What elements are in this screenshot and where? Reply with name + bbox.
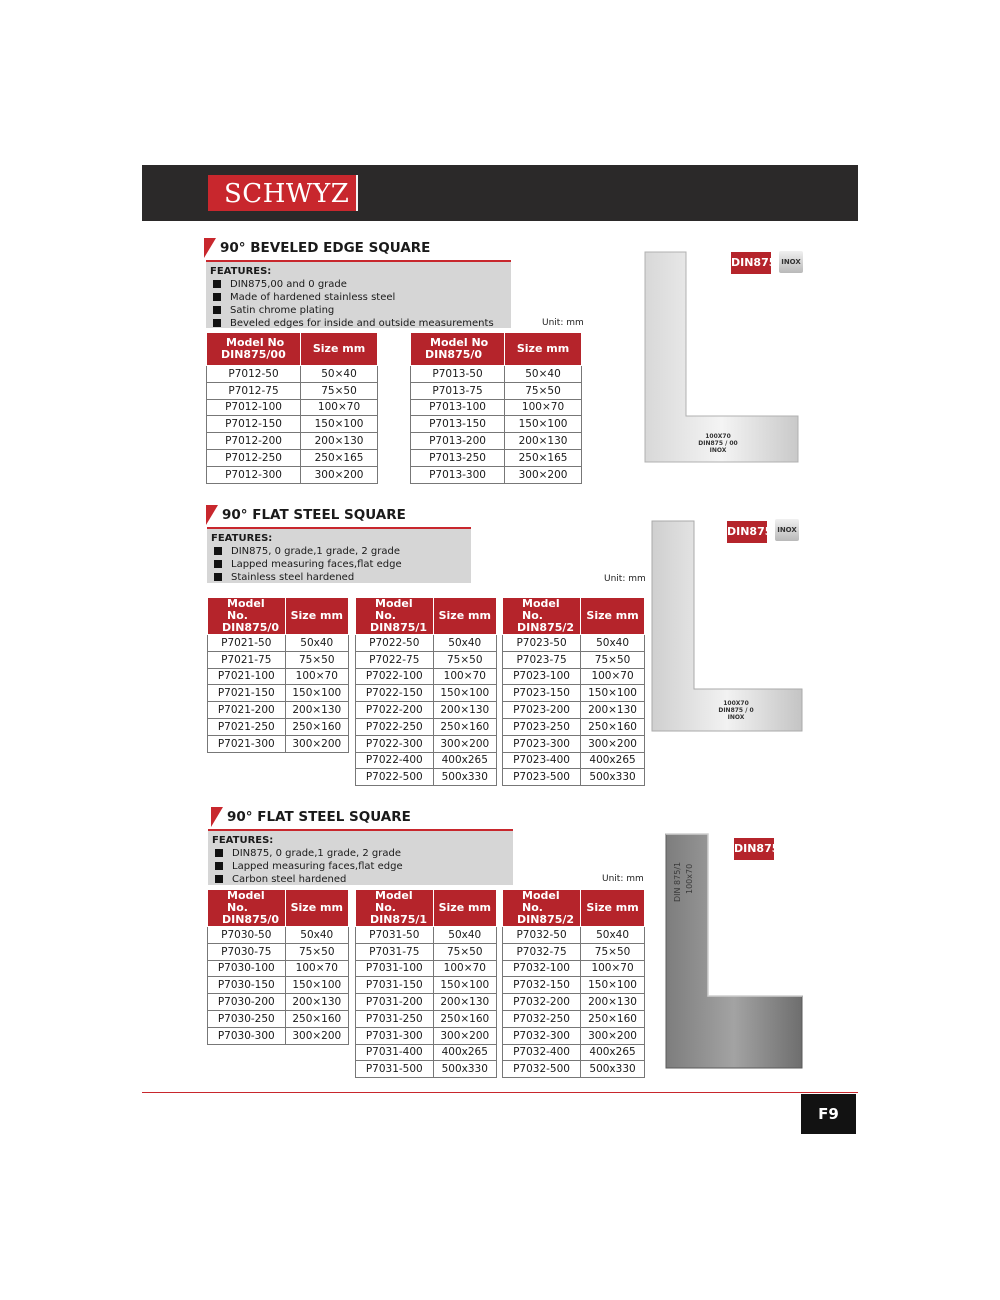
model-number-cell: P7021-100 bbox=[208, 668, 286, 685]
table-row bbox=[208, 651, 349, 668]
section-title bbox=[222, 507, 406, 523]
table-row bbox=[356, 752, 497, 769]
header-line: DIN875/00 bbox=[221, 348, 286, 361]
model-number-cell: P7030-100 bbox=[208, 960, 286, 977]
feature-item: Beveled edges for inside and outside measurements bbox=[210, 317, 507, 330]
feature-item: DIN875, 0 grade,1 grade, 2 grade bbox=[212, 847, 509, 860]
size-cell: 250×165 bbox=[301, 449, 378, 466]
flat-square-image bbox=[648, 517, 808, 737]
size-cell: 150×100 bbox=[581, 977, 645, 994]
image-engraving: DIN875 / 0 bbox=[718, 707, 754, 714]
column-header-size: Size mm bbox=[581, 890, 645, 927]
table-row bbox=[207, 449, 378, 466]
model-number-cell: P7021-200 bbox=[208, 702, 286, 719]
model-number-cell: P7013-200 bbox=[411, 433, 505, 450]
column-header-size: Size mm bbox=[301, 333, 378, 366]
size-cell: 300×200 bbox=[285, 735, 348, 752]
beveled-square-image bbox=[640, 248, 805, 468]
model-number-cell: P7030-200 bbox=[208, 994, 286, 1011]
table-row bbox=[503, 1061, 645, 1078]
square-bullet-icon bbox=[213, 306, 221, 314]
size-cell: 100×70 bbox=[505, 399, 582, 416]
feature-item: Lapped measuring faces,flat edge bbox=[211, 558, 467, 571]
model-number-cell: P7030-300 bbox=[208, 1027, 286, 1044]
model-number-cell: P7023-200 bbox=[503, 702, 581, 719]
model-number-cell: P7032-400 bbox=[503, 1044, 581, 1061]
model-number-cell: P7022-150 bbox=[356, 685, 434, 702]
table-header-row bbox=[208, 890, 349, 927]
table-row bbox=[208, 718, 349, 735]
size-cell: 75×50 bbox=[301, 382, 378, 399]
table-row bbox=[208, 668, 349, 685]
features-heading: FEATURES: bbox=[210, 266, 272, 277]
spec-table bbox=[502, 597, 645, 786]
size-cell: 100×70 bbox=[581, 668, 645, 685]
header-line: Model No bbox=[226, 336, 285, 349]
size-cell: 250×160 bbox=[433, 718, 496, 735]
model-number-cell: P7032-150 bbox=[503, 977, 581, 994]
table-row bbox=[356, 960, 497, 977]
table-header-row bbox=[208, 598, 349, 635]
size-cell: 150×100 bbox=[505, 416, 582, 433]
carbon-square-image bbox=[660, 830, 810, 1075]
table-row bbox=[207, 466, 378, 483]
spec-table bbox=[206, 332, 378, 484]
header-line: DIN875/1 bbox=[370, 621, 428, 634]
column-header-size: Size mm bbox=[581, 598, 645, 635]
feature-item: DIN875, 0 grade,1 grade, 2 grade bbox=[211, 545, 467, 558]
size-cell: 400x265 bbox=[433, 1044, 496, 1061]
table-row bbox=[503, 1010, 645, 1027]
model-number-cell: P7032-50 bbox=[503, 927, 581, 944]
size-cell: 200×130 bbox=[433, 702, 496, 719]
din875-badge: DIN875 bbox=[727, 521, 767, 543]
size-cell: 75×50 bbox=[285, 943, 348, 960]
section-title-text: 90° BEVELED EDGE SQUARE bbox=[220, 240, 431, 256]
size-cell: 50×40 bbox=[505, 366, 582, 383]
column-header-size: Size mm bbox=[285, 890, 348, 927]
size-cell: 200×130 bbox=[581, 702, 645, 719]
square-bullet-icon bbox=[214, 573, 222, 581]
header-line: DIN875/2 bbox=[517, 621, 575, 634]
table-row bbox=[411, 466, 582, 483]
column-header-model bbox=[503, 598, 581, 635]
table-row bbox=[356, 1044, 497, 1061]
model-number-cell: P7031-400 bbox=[356, 1044, 434, 1061]
table-row bbox=[356, 651, 497, 668]
table-row bbox=[411, 433, 582, 450]
features-heading: FEATURES: bbox=[212, 835, 274, 846]
model-number-cell: P7022-250 bbox=[356, 718, 434, 735]
model-number-cell: P7021-150 bbox=[208, 685, 286, 702]
footer-rule bbox=[142, 1092, 858, 1093]
model-number-cell: P7012-300 bbox=[207, 466, 301, 483]
model-number-cell: P7012-200 bbox=[207, 433, 301, 450]
size-cell: 100×70 bbox=[581, 960, 645, 977]
table-row bbox=[411, 399, 582, 416]
size-cell: 75×50 bbox=[433, 651, 496, 668]
table-row bbox=[207, 433, 378, 450]
table-row bbox=[356, 685, 497, 702]
header-line: DIN875/2 bbox=[517, 913, 575, 926]
column-header-model bbox=[207, 333, 301, 366]
table-row bbox=[356, 927, 497, 944]
feature-item: Stainless steel hardened bbox=[211, 571, 467, 584]
header-line: DIN875/0 bbox=[222, 913, 280, 926]
table-row bbox=[356, 1061, 497, 1078]
model-number-cell: P7013-300 bbox=[411, 466, 505, 483]
size-cell: 200×130 bbox=[285, 702, 348, 719]
size-cell: 250×160 bbox=[285, 1010, 348, 1027]
table-row bbox=[503, 927, 645, 944]
model-number-cell: P7013-100 bbox=[411, 399, 505, 416]
table-row bbox=[503, 1044, 645, 1061]
table-row bbox=[208, 927, 349, 944]
model-number-cell: P7012-250 bbox=[207, 449, 301, 466]
model-number-cell: P7032-500 bbox=[503, 1061, 581, 1078]
table-row bbox=[207, 382, 378, 399]
section-title-text: 90° FLAT STEEL SQUARE bbox=[227, 809, 411, 825]
model-number-cell: P7022-100 bbox=[356, 668, 434, 685]
table-row bbox=[356, 769, 497, 786]
table-row bbox=[503, 635, 645, 652]
model-number-cell: P7021-75 bbox=[208, 651, 286, 668]
image-engraving: DIN 875/1 bbox=[673, 861, 682, 902]
model-number-cell: P7023-250 bbox=[503, 718, 581, 735]
model-number-cell: P7032-250 bbox=[503, 1010, 581, 1027]
size-cell: 200×130 bbox=[301, 433, 378, 450]
header-line: Model No. bbox=[522, 597, 560, 622]
feature-item: Made of hardened stainless steel bbox=[210, 291, 507, 304]
model-number-cell: P7012-50 bbox=[207, 366, 301, 383]
model-number-cell: P7022-50 bbox=[356, 635, 434, 652]
column-header-size: Size mm bbox=[285, 598, 348, 635]
column-header-size: Size mm bbox=[433, 598, 496, 635]
size-cell: 100×70 bbox=[433, 960, 496, 977]
table-row bbox=[356, 668, 497, 685]
size-cell: 300×200 bbox=[285, 1027, 348, 1044]
square-bullet-icon bbox=[215, 875, 223, 883]
table-row bbox=[503, 960, 645, 977]
table-row bbox=[503, 994, 645, 1011]
column-header-model bbox=[411, 333, 505, 366]
section-title bbox=[227, 809, 411, 825]
model-number-cell: P7031-100 bbox=[356, 960, 434, 977]
size-cell: 300×200 bbox=[433, 1027, 496, 1044]
model-number-cell: P7032-75 bbox=[503, 943, 581, 960]
header-line: Model No. bbox=[375, 597, 413, 622]
model-number-cell: P7031-150 bbox=[356, 977, 434, 994]
square-bullet-icon bbox=[213, 293, 221, 301]
brand-logo: SCHWYZ bbox=[208, 175, 358, 211]
size-cell: 50x40 bbox=[433, 927, 496, 944]
model-number-cell: P7013-50 bbox=[411, 366, 505, 383]
features-box bbox=[206, 260, 511, 328]
size-cell: 400x265 bbox=[433, 752, 496, 769]
column-header-model bbox=[208, 598, 286, 635]
column-header-size: Size mm bbox=[433, 890, 496, 927]
size-cell: 250×160 bbox=[581, 718, 645, 735]
model-number-cell: P7030-75 bbox=[208, 943, 286, 960]
feature-item: DIN875,00 and 0 grade bbox=[210, 278, 507, 291]
din875-badge: DIN875 bbox=[734, 838, 774, 860]
model-number-cell: P7023-500 bbox=[503, 769, 581, 786]
table-row bbox=[356, 943, 497, 960]
table-row bbox=[356, 1027, 497, 1044]
spec-table bbox=[207, 597, 349, 753]
feature-item: Carbon steel hardened bbox=[212, 873, 509, 886]
table-row bbox=[503, 1027, 645, 1044]
size-cell: 50x40 bbox=[433, 635, 496, 652]
table-row bbox=[208, 994, 349, 1011]
square-bullet-icon bbox=[213, 280, 221, 288]
size-cell: 150×100 bbox=[581, 685, 645, 702]
size-cell: 250×160 bbox=[285, 718, 348, 735]
table-row bbox=[503, 668, 645, 685]
table-row bbox=[503, 718, 645, 735]
spec-table bbox=[410, 332, 582, 484]
title-flag-icon bbox=[204, 238, 216, 258]
table-row bbox=[411, 382, 582, 399]
unit-label: Unit: mm bbox=[602, 874, 644, 884]
table-row bbox=[356, 1010, 497, 1027]
spec-table bbox=[355, 597, 497, 786]
size-cell: 200×130 bbox=[433, 994, 496, 1011]
unit-label: Unit: mm bbox=[604, 574, 646, 584]
size-cell: 200×130 bbox=[581, 994, 645, 1011]
image-engraving: INOX bbox=[727, 714, 745, 721]
square-bullet-icon bbox=[214, 547, 222, 555]
page-number: F9 bbox=[801, 1094, 856, 1134]
model-number-cell: P7022-400 bbox=[356, 752, 434, 769]
table-row bbox=[411, 366, 582, 383]
image-engraving: 100X70 bbox=[723, 700, 749, 707]
inox-badge: INOX bbox=[779, 251, 803, 273]
header-line: DIN875/1 bbox=[370, 913, 428, 926]
table-header-row bbox=[411, 333, 582, 366]
model-number-cell: P7032-100 bbox=[503, 960, 581, 977]
model-number-cell: P7012-150 bbox=[207, 416, 301, 433]
table-row bbox=[503, 943, 645, 960]
model-number-cell: P7013-150 bbox=[411, 416, 505, 433]
size-cell: 300×200 bbox=[301, 466, 378, 483]
spec-table bbox=[207, 889, 349, 1045]
table-row bbox=[503, 752, 645, 769]
model-number-cell: P7023-75 bbox=[503, 651, 581, 668]
table-row bbox=[503, 977, 645, 994]
header-line: Model No. bbox=[227, 889, 265, 914]
model-number-cell: P7030-250 bbox=[208, 1010, 286, 1027]
header-line: Model No. bbox=[375, 889, 413, 914]
model-number-cell: P7023-50 bbox=[503, 635, 581, 652]
model-number-cell: P7022-500 bbox=[356, 769, 434, 786]
header-line: Model No bbox=[430, 336, 489, 349]
table-row bbox=[208, 735, 349, 752]
square-bullet-icon bbox=[213, 319, 221, 327]
table-row bbox=[208, 1010, 349, 1027]
size-cell: 500x330 bbox=[581, 1061, 645, 1078]
table-header-row bbox=[356, 890, 497, 927]
table-row bbox=[208, 702, 349, 719]
size-cell: 200×130 bbox=[285, 994, 348, 1011]
size-cell: 400x265 bbox=[581, 752, 645, 769]
size-cell: 300×200 bbox=[581, 1027, 645, 1044]
table-row bbox=[356, 977, 497, 994]
column-header-model bbox=[208, 890, 286, 927]
size-cell: 150×100 bbox=[285, 685, 348, 702]
model-number-cell: P7021-250 bbox=[208, 718, 286, 735]
table-row bbox=[356, 735, 497, 752]
unit-label: Unit: mm bbox=[542, 318, 584, 328]
table-row bbox=[356, 635, 497, 652]
size-cell: 300×200 bbox=[505, 466, 582, 483]
model-number-cell: P7031-300 bbox=[356, 1027, 434, 1044]
table-row bbox=[208, 1027, 349, 1044]
table-row bbox=[356, 718, 497, 735]
size-cell: 100×70 bbox=[285, 960, 348, 977]
size-cell: 150×100 bbox=[285, 977, 348, 994]
model-number-cell: P7013-75 bbox=[411, 382, 505, 399]
column-header-model bbox=[356, 598, 434, 635]
size-cell: 500x330 bbox=[433, 1061, 496, 1078]
size-cell: 300×200 bbox=[433, 735, 496, 752]
header-line: DIN875/0 bbox=[425, 348, 483, 361]
size-cell: 75×50 bbox=[505, 382, 582, 399]
table-row bbox=[503, 651, 645, 668]
table-row bbox=[207, 416, 378, 433]
image-engraving: 100x70 bbox=[685, 863, 694, 894]
section-title-text: 90° FLAT STEEL SQUARE bbox=[222, 507, 406, 523]
table-header-row bbox=[207, 333, 378, 366]
image-engraving: 100X70 bbox=[705, 433, 731, 440]
table-row bbox=[503, 769, 645, 786]
square-bullet-icon bbox=[214, 560, 222, 568]
table-header-row bbox=[356, 598, 497, 635]
features-box bbox=[207, 527, 471, 583]
table-row bbox=[356, 994, 497, 1011]
title-flag-icon bbox=[206, 505, 218, 525]
model-number-cell: P7032-300 bbox=[503, 1027, 581, 1044]
model-number-cell: P7012-75 bbox=[207, 382, 301, 399]
size-cell: 75×50 bbox=[581, 651, 645, 668]
header-line: Model No. bbox=[227, 597, 265, 622]
table-row bbox=[503, 702, 645, 719]
model-number-cell: P7032-200 bbox=[503, 994, 581, 1011]
model-number-cell: P7030-150 bbox=[208, 977, 286, 994]
column-header-size: Size mm bbox=[505, 333, 582, 366]
feature-item: Lapped measuring faces,flat edge bbox=[212, 860, 509, 873]
table-row bbox=[411, 416, 582, 433]
square-bullet-icon bbox=[215, 862, 223, 870]
column-header-model bbox=[503, 890, 581, 927]
model-number-cell: P7030-50 bbox=[208, 927, 286, 944]
size-cell: 200×130 bbox=[505, 433, 582, 450]
table-header-row bbox=[503, 598, 645, 635]
size-cell: 50x40 bbox=[581, 635, 645, 652]
features-heading: FEATURES: bbox=[211, 533, 273, 544]
size-cell: 75×50 bbox=[285, 651, 348, 668]
model-number-cell: P7031-50 bbox=[356, 927, 434, 944]
model-number-cell: P7023-150 bbox=[503, 685, 581, 702]
model-number-cell: P7021-300 bbox=[208, 735, 286, 752]
size-cell: 50x40 bbox=[285, 635, 348, 652]
model-number-cell: P7031-200 bbox=[356, 994, 434, 1011]
table-row bbox=[208, 635, 349, 652]
size-cell: 75×50 bbox=[581, 943, 645, 960]
model-number-cell: P7022-75 bbox=[356, 651, 434, 668]
model-number-cell: P7022-300 bbox=[356, 735, 434, 752]
column-header-model bbox=[356, 890, 434, 927]
table-row bbox=[503, 685, 645, 702]
model-number-cell: P7023-100 bbox=[503, 668, 581, 685]
square-bullet-icon bbox=[215, 849, 223, 857]
feature-item: Satin chrome plating bbox=[210, 304, 507, 317]
table-header-row bbox=[503, 890, 645, 927]
size-cell: 250×165 bbox=[505, 449, 582, 466]
table-row bbox=[356, 702, 497, 719]
model-number-cell: P7012-100 bbox=[207, 399, 301, 416]
model-number-cell: P7031-500 bbox=[356, 1061, 434, 1078]
size-cell: 150×100 bbox=[433, 977, 496, 994]
size-cell: 150×100 bbox=[301, 416, 378, 433]
table-row bbox=[208, 960, 349, 977]
model-number-cell: P7031-250 bbox=[356, 1010, 434, 1027]
model-number-cell: P7022-200 bbox=[356, 702, 434, 719]
size-cell: 250×160 bbox=[581, 1010, 645, 1027]
table-row bbox=[208, 685, 349, 702]
size-cell: 100×70 bbox=[285, 668, 348, 685]
size-cell: 400x265 bbox=[581, 1044, 645, 1061]
size-cell: 50×40 bbox=[301, 366, 378, 383]
section-title bbox=[220, 240, 430, 256]
size-cell: 100×70 bbox=[433, 668, 496, 685]
table-row bbox=[503, 735, 645, 752]
title-flag-icon bbox=[211, 807, 223, 827]
table-row bbox=[207, 366, 378, 383]
model-number-cell: P7031-75 bbox=[356, 943, 434, 960]
table-row bbox=[208, 943, 349, 960]
header-line: DIN875/0 bbox=[222, 621, 280, 634]
image-engraving: DIN875 / 00 bbox=[698, 440, 738, 447]
model-number-cell: P7023-400 bbox=[503, 752, 581, 769]
spec-table bbox=[502, 889, 645, 1078]
model-number-cell: P7021-50 bbox=[208, 635, 286, 652]
size-cell: 75×50 bbox=[433, 943, 496, 960]
size-cell: 250×160 bbox=[433, 1010, 496, 1027]
size-cell: 100×70 bbox=[301, 399, 378, 416]
size-cell: 50x40 bbox=[285, 927, 348, 944]
model-number-cell: P7023-300 bbox=[503, 735, 581, 752]
spec-table bbox=[355, 889, 497, 1078]
features-box bbox=[208, 829, 513, 885]
din875-badge: DIN875 bbox=[731, 252, 771, 274]
inox-badge: INOX bbox=[775, 519, 799, 541]
table-row bbox=[208, 977, 349, 994]
size-cell: 150×100 bbox=[433, 685, 496, 702]
image-engraving: INOX bbox=[709, 447, 727, 454]
table-row bbox=[411, 449, 582, 466]
size-cell: 500x330 bbox=[581, 769, 645, 786]
size-cell: 500x330 bbox=[433, 769, 496, 786]
size-cell: 300×200 bbox=[581, 735, 645, 752]
header-line: Model No. bbox=[522, 889, 560, 914]
size-cell: 50x40 bbox=[581, 927, 645, 944]
model-number-cell: P7013-250 bbox=[411, 449, 505, 466]
table-row bbox=[207, 399, 378, 416]
